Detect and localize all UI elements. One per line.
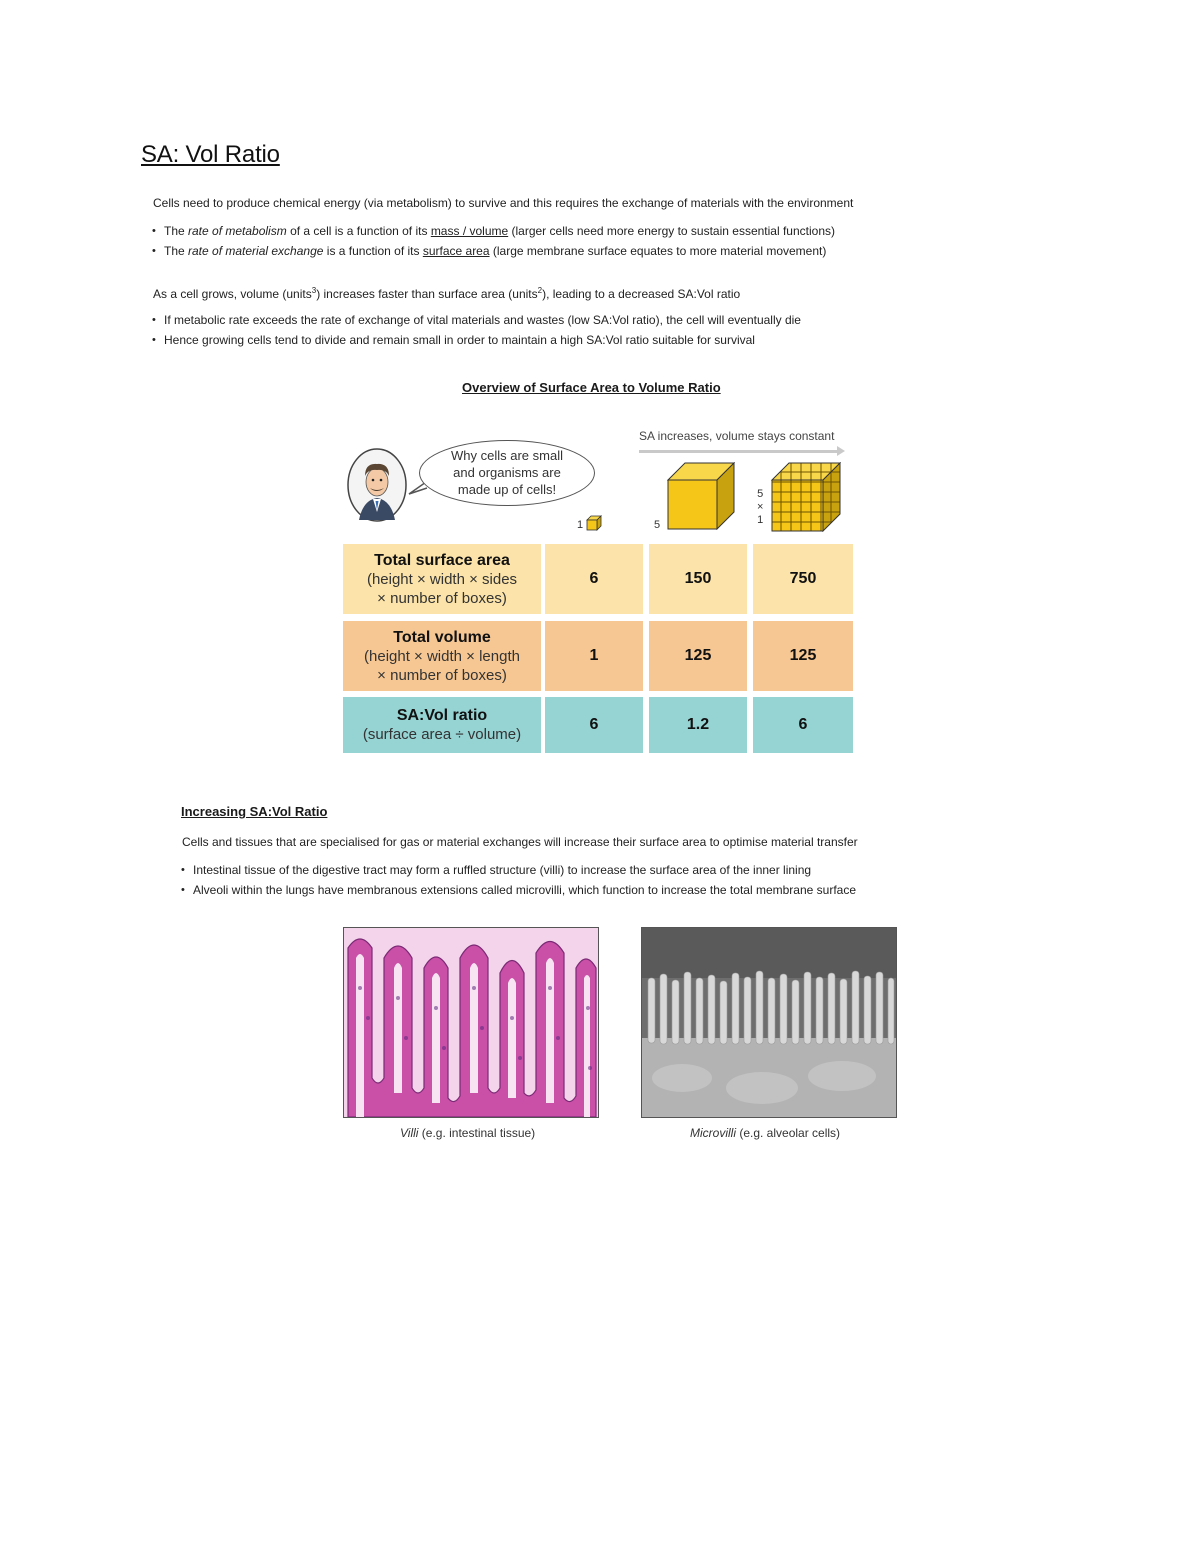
table-cell: 6	[753, 697, 853, 753]
table-cell: 125	[753, 621, 853, 691]
microvilli-caption: Microvilli (e.g. alveolar cells)	[690, 1126, 841, 1140]
ratio-row	[343, 697, 853, 753]
section-title: Increasing SA:Vol Ratio	[181, 804, 328, 819]
list-item: • If metabolic rate exceeds the rate of exchange of vital materials and wastes (low SA:Vol ratio), the cell will eventually die	[152, 312, 801, 332]
list-item: • Intestinal tissue of the digestive tract may form a ruffled structure (villi) to increase the surface area of the inner lining	[181, 862, 856, 882]
volume-row	[343, 621, 853, 691]
large-cube-dim: 5	[654, 519, 661, 531]
small-cube-dim: 1	[577, 519, 584, 531]
microvilli-image	[641, 927, 897, 1118]
growth-paragraph: As a cell grows, volume (units$^3$) increases faster than surface area (units$^2$), leading to a decreased SA:Vol ratio	[153, 286, 741, 301]
list-item: • The rate of metabolism of a cell is a function of its mass / volume (larger cells need more energy to sustain essential functions)	[152, 223, 835, 243]
page-title: SA: Vol Ratio	[141, 141, 280, 168]
arrow-right-icon	[837, 446, 845, 456]
row-label: Total surface area (height × width × sides × number of boxes)	[343, 544, 541, 614]
speech-bubble: Why cells are small and organisms are made up of cells!	[419, 440, 595, 506]
arrow-line	[639, 450, 839, 453]
table-cell: 1	[545, 621, 643, 691]
table-cell: 150	[649, 544, 747, 614]
figure-title: Overview of Surface Area to Volume Ratio	[462, 380, 721, 395]
villi-caption: Villi (e.g. intestinal tissue)	[400, 1126, 536, 1140]
large-cube-icon	[667, 462, 735, 530]
list-item: • Alveoli within the lungs have membranous extensions called microvilli, which function to increase the total membrane surface	[181, 882, 856, 902]
surface-area-row	[343, 544, 853, 614]
villi-tissue-icon	[344, 928, 598, 1117]
table-cell: 125	[649, 621, 747, 691]
section-bullets	[181, 862, 856, 902]
row-label: Total volume (height × width × length × number of boxes)	[343, 621, 541, 691]
cube-stack-icon	[771, 462, 841, 532]
table-cell: 750	[753, 544, 853, 614]
intro-paragraph: Cells need to produce chemical energy (via metabolism) to survive and this requires the exchange of materials with the environment	[153, 196, 854, 210]
sa-increases-note: SA increases, volume stays constant	[639, 429, 835, 443]
table-cell: 6	[545, 544, 643, 614]
small-cube-icon	[586, 515, 602, 531]
table-cell: 1.2	[649, 697, 747, 753]
table-cell: 6	[545, 697, 643, 753]
metabolism-bullets	[152, 223, 835, 263]
microvilli-sem-icon	[642, 928, 896, 1117]
sa-vol-figure	[343, 420, 853, 755]
section-intro: Cells and tissues that are specialised for gas or material exchanges will increase their surface area to optimise material transfer	[182, 835, 858, 849]
stack-dims: 5 × 1	[757, 488, 764, 526]
row-label: SA:Vol ratio (surface area ÷ volume)	[343, 697, 541, 753]
list-item: • Hence growing cells tend to divide and remain small in order to maintain a high SA:Vol ratio suitable for survival	[152, 332, 801, 352]
scientist-portrait-icon	[345, 446, 409, 524]
list-item: • The rate of material exchange is a function of its surface area (large membrane surface equates to more material movement)	[152, 243, 835, 263]
villi-image	[343, 927, 599, 1118]
growth-bullets	[152, 312, 801, 352]
